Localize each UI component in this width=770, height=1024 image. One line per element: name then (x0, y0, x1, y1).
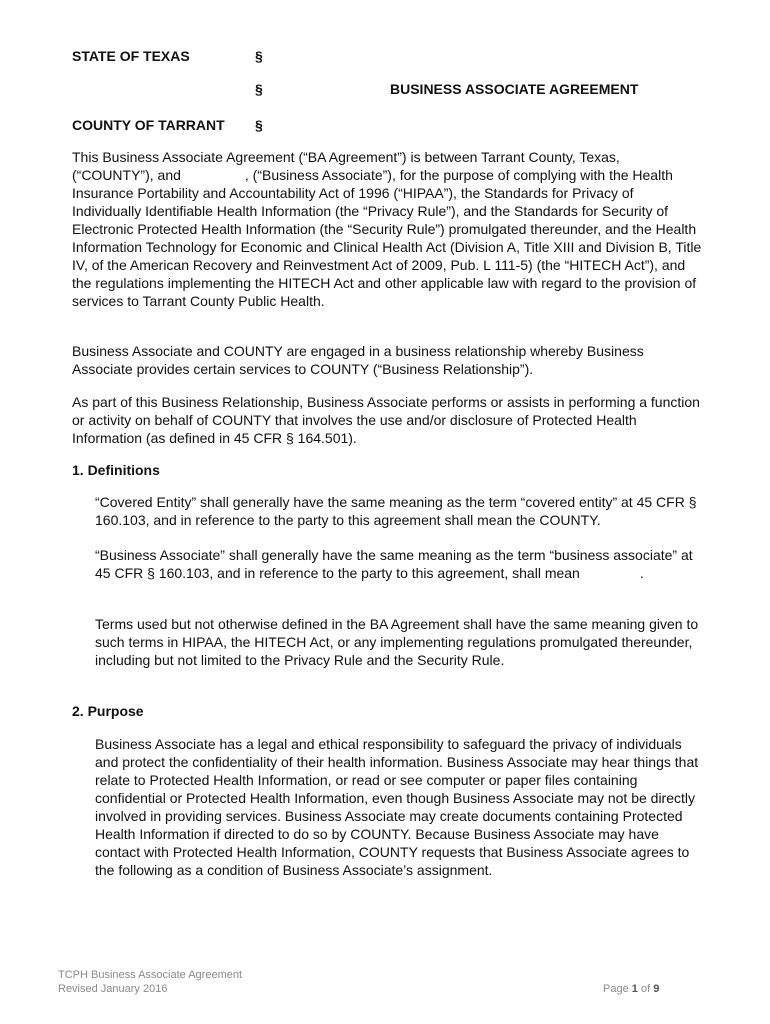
caption-county: COUNTY OF TARRANT (72, 117, 225, 133)
definition-ba-part-b: . (639, 565, 644, 581)
caption-state: STATE OF TEXAS (72, 48, 190, 64)
section-mark-2: § (255, 81, 263, 97)
definition-ba-part-a: “Business Associate” shall generally have the same meaning as the term “business associate” at 45 CFR § 160.103, and in reference to the party to this agreement, shall mean (95, 547, 693, 581)
intro-p1-part-b: , (“Business Associate”), for the purpose of complying with the Health Insurance Portability and Accountability Act of 1996 (“HIPAA”), the Standards for Privacy of Individually Identifiable Health Information (the “Privacy Rule”), and the Standards for Security of Electronic Protected Health Information (the “Security Rule”) promulgated thereunder, and the Health Information Technology for Economic and Clinical Health Act (Division A, Title XIII and Division B, Title IV, of the American Recovery and Reinvestment Act of 2009, Pub. L 111-5) (the “HITECH Act”), and the regulations implementing the HITECH Act and other applicable law with regard to the provision of services to Tarrant County Public Health. (72, 167, 702, 309)
footer-left (58, 968, 242, 996)
footer-doc-name: TCPH Business Associate Agreement (58, 969, 243, 981)
page-total: 9 (653, 983, 660, 995)
intro-paragraph-3: As part of this Business Relationship, Business Associate performs or assists in performing a function or activity on behalf of COUNTY that involves the use and/or disclosure of Protected Health Information (as defined in 45 CFR § 164.501). (72, 394, 700, 446)
intro-p1-part-a: This Business Associate Agreement (“BA Agreement”) is between Tarrant County, Texas, (“COUNTY”), and (72, 149, 620, 183)
page-current: 1 (631, 983, 638, 995)
purpose-paragraph: Business Associate has a legal and ethical responsibility to safeguard the privacy of individuals and protect the confidentiality of their health information. Business Associate may hear things that relate to Protected Health Information, or read or see computer or paper files containing confidential or Protected Health Information, even though Business Associate may not be directly involved in providing services. Business Associate may create documents containing Protected Health Information if directed to do so by COUNTY. Because Business Associate may have contact with Protected Health Information, COUNTY requests that Business Associate agrees to the following as a condition of Business Associate’s assignment. (95, 736, 699, 878)
agreement-title: BUSINESS ASSOCIATE AGREEMENT (390, 81, 639, 97)
footer-revised: Revised January 2016 (58, 983, 168, 995)
section-mark-3: § (255, 117, 263, 133)
section-2-heading: 2. Purpose (72, 703, 144, 719)
page-number (603, 982, 659, 996)
definition-terms: Terms used but not otherwise defined in the BA Agreement shall have the same meaning given to such terms in HIPAA, the HITECH Act, or any implementing regulations promulgated thereunder, including but not limited to the Privacy Rule and the Security Rule. (95, 616, 699, 668)
intro-paragraph-2: Business Associate and COUNTY are engaged in a business relationship whereby Business Associate provides certain services to COUNTY (“Business Relationship”). (72, 343, 644, 377)
page-of: of (640, 983, 651, 995)
page-prefix: Page (603, 983, 629, 995)
definition-covered-entity: “Covered Entity” shall generally have the same meaning as the term “covered entity” at 45 CFR § 160.103, and in reference to the party to this agreement shall mean the COUNTY. (95, 494, 697, 528)
section-mark-1: § (255, 48, 263, 64)
section-1-heading: 1. Definitions (72, 462, 160, 478)
intro-paragraph-1 (72, 148, 702, 310)
definition-business-associate (95, 546, 705, 582)
